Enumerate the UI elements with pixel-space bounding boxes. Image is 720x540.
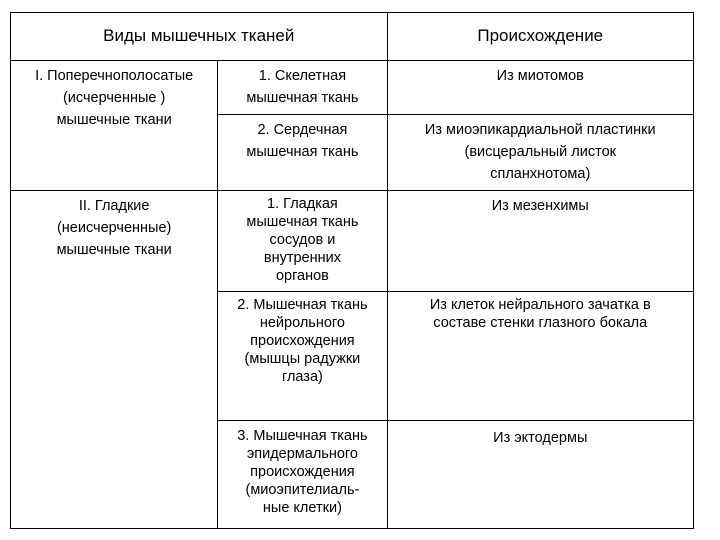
origin-cell	[387, 115, 693, 191]
origin-cell	[387, 61, 693, 115]
subtype-label-cell	[218, 292, 387, 421]
origin-cell	[387, 421, 693, 529]
table-header-row	[11, 13, 694, 61]
origin-line: Из эктодермы	[493, 430, 588, 446]
origin-line: спланхнотома)	[490, 166, 591, 182]
origin-line: Из клеток нейрального зачатка в	[429, 297, 651, 313]
group-1-label-cell	[11, 61, 218, 191]
group-1-line: I. Поперечнополосатые	[35, 68, 194, 84]
group-1-line: (исчерченные )	[62, 90, 166, 106]
subtype-line: глаза)	[281, 369, 323, 385]
subtype-line: (миоэпителиаль-	[245, 482, 360, 498]
origin-line: (висцеральный листок	[464, 144, 617, 160]
subtype-line: 2. Мышечная ткань	[237, 297, 368, 313]
subtype-line: органов	[275, 268, 329, 284]
subtype-line: нейрольного	[259, 315, 345, 331]
group-2-line: II. Гладкие	[78, 198, 150, 214]
group-2-line: мышечные ткани	[56, 242, 172, 258]
subtype-line: внутренних	[263, 250, 341, 266]
origin-line: Из миотомов	[496, 68, 584, 84]
subtype-line: происхождения	[250, 333, 355, 349]
header-origin-cell	[387, 13, 693, 61]
group-1-line: мышечные ткани	[56, 112, 172, 128]
origin-cell	[387, 292, 693, 421]
header-origin: Происхождение	[477, 25, 604, 45]
group-2-label-cell	[11, 191, 218, 529]
subtype-line: 2. Сердечная	[257, 122, 348, 138]
muscle-tissue-table	[10, 12, 694, 529]
origin-cell	[387, 191, 693, 292]
subtype-label-cell	[218, 115, 387, 191]
subtype-line: 1. Гладкая	[267, 196, 338, 212]
header-types: Виды мышечных тканей	[103, 25, 295, 45]
subtype-label-cell	[218, 61, 387, 115]
subtype-line: 1. Скелетная	[258, 68, 347, 84]
subtype-line: мышечная ткань	[246, 214, 359, 230]
subtype-line: сосудов и	[269, 232, 336, 248]
subtype-line: мышечная ткань	[246, 144, 359, 160]
subtype-line: мышечная ткань	[246, 90, 359, 106]
origin-line: составе стенки глазного бокала	[433, 315, 648, 331]
subtype-line: (мышцы радужки	[244, 351, 361, 367]
header-types-cell	[11, 13, 388, 61]
table-row	[11, 191, 694, 292]
subtype-line: происхождения	[250, 464, 355, 480]
table-row	[11, 61, 694, 115]
origin-line: Из мезенхимы	[491, 198, 589, 214]
subtype-line: ные клетки)	[262, 500, 342, 516]
subtype-label-cell	[218, 421, 387, 529]
origin-line: Из миоэпикардиальной пластинки	[424, 122, 656, 138]
subtype-line: эпидермального	[246, 446, 358, 462]
group-2-line: (неисчерченные)	[56, 220, 172, 236]
subtype-line: 3. Мышечная ткань	[237, 428, 368, 444]
subtype-label-cell	[218, 191, 387, 292]
